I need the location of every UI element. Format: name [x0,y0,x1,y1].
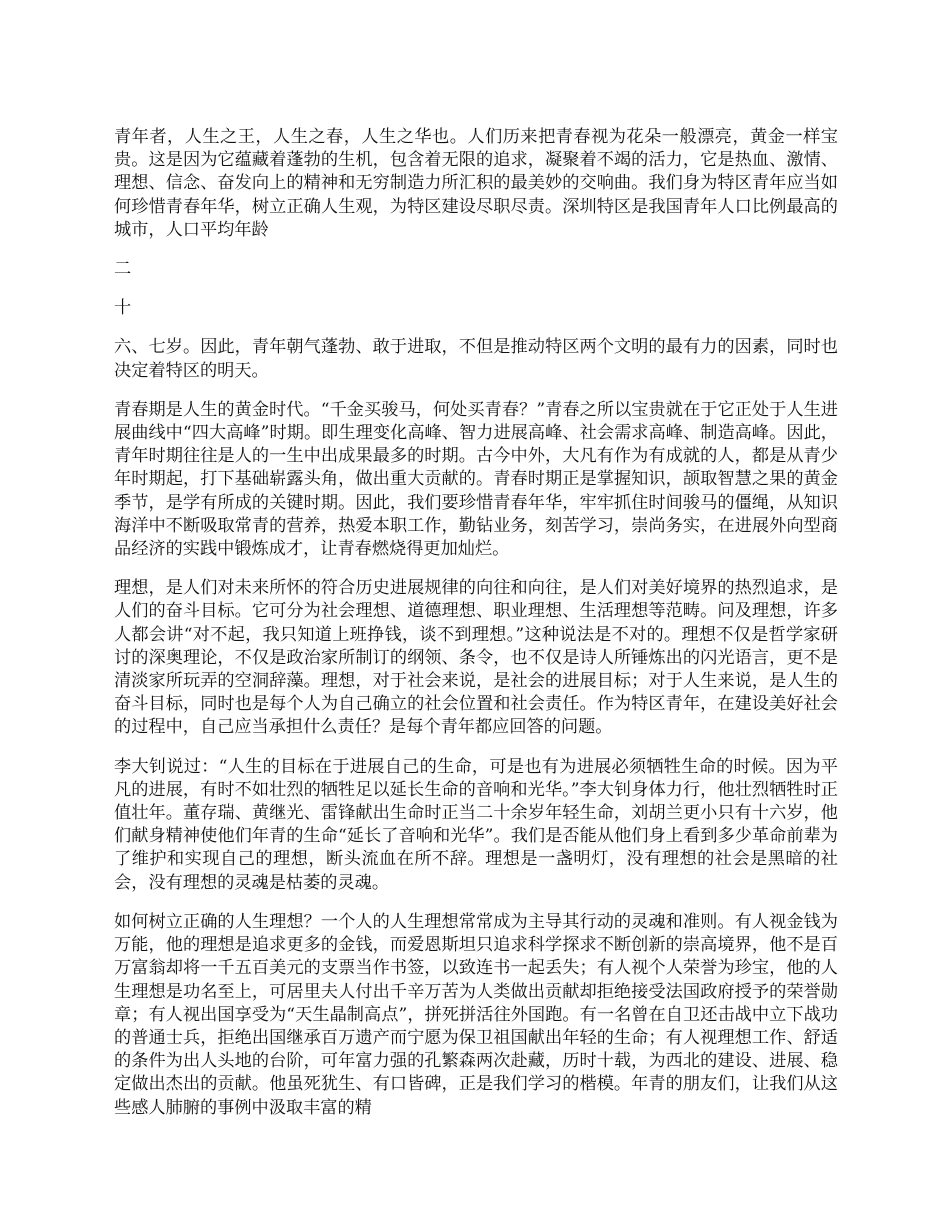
paragraph-number-fragment-2: 十 [114,298,132,319]
paragraph-youth-golden-age: 青春期是人生的黄金时代。“千金买骏马，何处买青春？”青春之所以宝贵就在于它正处于人生进展曲线中“四大高峰”时期。即生理变化高峰、智力进展高峰、社会需求高峰、制造高峰。因此，青年时期往往是人的一生中出成果最多的时期。古今中外，大凡有作为有成就的人，都是从青少年时期起，打下基础崭露头角，做出重大贡献的。青春时期正是掌握知识，颉取智慧之果的黄金季节，是学有所成的关键时期。因此，我们要珍惜青春年华，牢牢抓住时间骏马的僵绳，从知识海洋中不断吸取常青的营养，热爱本职工作，勤钻业务，刻苦学习，崇尚务实，在进展外向型商品经济的实践中锻炼成才，让青春燃烧得更加灿烂。 [114,399,838,560]
paragraph-li-dazhao-quote: 李大钊说过：“人生的目标在于进展自己的生命，可是也有为进展必须牺牲生命的时候。因为平凡的进展，有时不如壮烈的牺牲足以延长生命的音响和光华。”李大钊身体力行，他壮烈牺牲时正值壮年。董存瑞、黄继光、雷锋献出生命时正当二十余岁年轻生命，刘胡兰更小只有十六岁，他们献身精神使他们年青的生命“延长了音响和光华”。我们是否能从他们身上看到多少革命前辈为了维护和实现自己的理想，断头流血在所不辞。理想是一盏明灯，没有理想的社会是黑暗的社会，没有理想的灵魂是枯萎的灵魂。 [114,756,838,893]
paragraph-establishing-ideals: 如何树立正确的人生理想？一个人的人生理想常常成为主导其行动的灵魂和准则。有人视金钱为万能，他的理想是追求更多的金钱，而爱恩斯坦只追求科学探求不断创新的崇高境界，他不是百万富翁却将一千五百美元的支票当作书签，以致连书一起丢失；有人视个人荣誉为珍宝，他的人生理想是功名至上，可居里夫人付出千辛万苦为人类做出贡献却拒绝接受法国政府授予的荣誉勋章；有人视出国享受为“天生晶制高点”，拼死拼活往外国跑。有一名曾在自卫还击战中立下战功的普通士兵，拒绝出国继承百万遗产而宁愿为保卫祖国献出年轻的生命；有人视理想工作、舒适的条件为出人头地的台阶，可年富力强的孔繁森两次赴藏，历时十载，为西北的建设、进展、稳定做出杰出的贡献。他虽死犹生、有口皆碑，正是我们学习的楷模。年青的朋友们，让我们从这些感人肺腑的事例中汲取丰富的精 [114,911,838,1118]
paragraph-ideals: 理想，是人们对未来所怀的符合历史进展规律的向往和向往，是人们对美好境界的热烈追求，是人们的奋斗目标。它可分为社会理想、道德理想、职业理想、生活理想等范畴。问及理想，许多人都会讲“对不起，我只知道上班挣钱，谈不到理想。”这种说法是不对的。理想不仅是哲学家研讨的深奥理论，不仅是政治家所制订的纲领、条令，也不仅是诗人所锤炼出的闪光语言，更不是清淡家所玩弄的空洞辞藻。理想，对于社会来说，是社会的进展目标；对于人生来说，是人生的奋斗目标，同时也是每个人为自己确立的社会位置和社会责任。作为特区青年，在建设美好社会的过程中，自己应当承担什么责任？是每个青年都应回答的问题。 [114,578,838,738]
paragraph-number-fragment-1: 二 [114,259,132,280]
document-body [114,126,838,1136]
paragraph-intro: 青年者，人生之王，人生之春，人生之华也。人们历来把青春视为花朵一般漂亮，黄金一样宝贵。这是因为它蕴藏着蓬勃的生机，包含着无限的追求，凝聚着不竭的活力，它是热血、激情、理想、信念、奋发向上的精神和无穷制造力所汇积的最美妙的交响曲。我们身为特区青年应当如何珍惜青春年华，树立正确人生观，为特区建设尽职尽责。深圳特区是我国青年人口比例最高的城市，人口平均年龄 [114,127,838,240]
paragraph-age-conclusion: 六、七岁。因此，青年朝气蓬勃、敢于进取，不但是推动特区两个文明的最有力的因素，同时也决定着特区的明天。 [114,337,838,381]
